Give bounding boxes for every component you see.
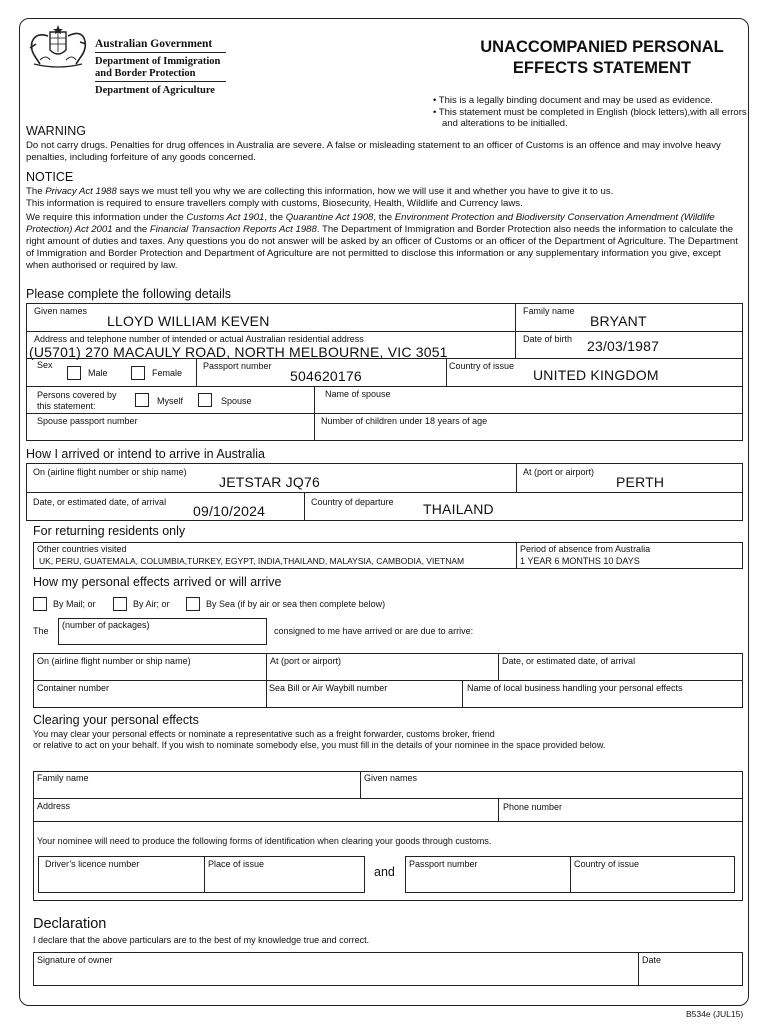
notice-paragraph-2: This information is required to ensure travellers comply with customs, Biosecurity, Health, Wildlife and Currency laws.	[26, 198, 523, 209]
arrival-port-field[interactable]: At (port or airport) PERTH	[516, 463, 743, 493]
instruction-item: • This statement must be completed in English (block letters),with all errors and alterations to be initialled.	[433, 106, 747, 129]
address-value: (U5701) 270 MACAULY ROAD, NORTH MELBOURNE, VIC 3051	[29, 344, 448, 360]
departure-country-value: THAILAND	[423, 501, 494, 517]
family-name-value: BRYANT	[590, 313, 647, 329]
absence-period-field[interactable]: Period of absence from Australia 1 YEAR 6 MONTHS 10 DAYS	[516, 542, 743, 569]
nominee-given-names-field[interactable]: Given names	[360, 771, 743, 799]
instruction-item: • This is a legally binding document and may be used as evidence.	[433, 95, 713, 106]
coat-of-arms-icon	[26, 24, 90, 70]
myself-checkbox[interactable]	[135, 393, 149, 407]
spouse-name-field[interactable]: Name of spouse	[314, 386, 743, 414]
form-title: UNACCOMPANIED PERSONAL EFFECTS STATEMENT	[480, 38, 724, 77]
sex-field: Sex Male Female	[26, 358, 197, 387]
by-mail-checkbox[interactable]	[33, 597, 47, 611]
nominee-passport-field[interactable]: Passport number	[405, 856, 571, 893]
arrival-heading: How I arrived or intend to arrive in Australia	[26, 447, 265, 461]
and-label: and	[374, 865, 395, 879]
declaration-heading: Declaration	[33, 916, 107, 932]
notice-paragraph-3: We require this information under the Customs Act 1901, the Quarantine Act 1908, the Environment Protection and Biodiversity Conservation Amendment (Wildlife Protection) Act 2001 and the Financial Transaction Reports Act 1988. The Department of Immigration and Border Protection also needs the information to calculate the right amount of duties and taxes. Any questions you do not answer will be asked by an officer of Customs or an officer of the Department of Agriculture. The Department of Immigration and Border Protection and Department of Agriculture are not permitted to disclose this information or any supplementary information you give, except when authorised or required by law.	[26, 212, 738, 271]
dept-agriculture-label: Department of Agriculture	[95, 85, 215, 96]
warning-heading: WARNING	[26, 124, 86, 138]
arrival-date-value: 09/10/2024	[193, 503, 266, 519]
effects-heading: How my personal effects arrived or will arrive	[33, 575, 282, 589]
spouse-checkbox[interactable]	[198, 393, 212, 407]
by-air-checkbox[interactable]	[113, 597, 127, 611]
effects-port-field[interactable]: At (port or airport)	[266, 653, 499, 681]
arrival-flight-value: JETSTAR JQ76	[219, 474, 320, 490]
dept-immigration-label: Department of Immigration and Border Protection	[95, 56, 221, 79]
nominee-phone-field[interactable]: Phone number	[498, 798, 743, 822]
waybill-number-field[interactable]: Sea Bill or Air Waybill number	[266, 680, 463, 708]
header-rule	[95, 52, 226, 53]
nominee-family-name-field[interactable]: Family name	[33, 771, 361, 799]
notice-heading: NOTICE	[26, 170, 74, 184]
signature-field[interactable]: Signature of owner	[33, 952, 639, 986]
address-field[interactable]: Address and telephone number of intended or actual Australian residential address (U5701) 270 MACAULY ROAD, NORTH MELBOURNE, VIC 3051	[26, 331, 516, 359]
persons-covered-field: Persons covered by this statement: Myself Spouse	[26, 386, 315, 414]
local-business-field[interactable]: Name of local business handling your personal effects	[462, 680, 743, 708]
departure-country-field[interactable]: Country of departure THAILAND	[304, 492, 743, 521]
clearing-text: or relative to act on your behalf. If you wish to nominate somebody else, you must fill in the details of your nominee in the space provided below.	[33, 740, 606, 750]
returning-heading: For returning residents only	[33, 524, 186, 538]
by-sea-checkbox[interactable]	[186, 597, 200, 611]
passport-field[interactable]: Passport number 504620176	[196, 358, 447, 387]
dob-value: 23/03/1987	[587, 338, 660, 354]
children-count-field[interactable]: Number of children under 18 years of age	[314, 413, 743, 441]
passport-value: 504620176	[290, 368, 362, 384]
form-code: B534e (JUL15)	[686, 1009, 744, 1019]
arrival-port-value: PERTH	[616, 474, 665, 490]
clearing-heading: Clearing your personal effects	[33, 713, 199, 727]
given-names-field[interactable]: Given names LLOYD WILLIAM KEVEN	[26, 303, 516, 332]
family-name-field[interactable]: Family name BRYANT	[515, 303, 743, 332]
arrival-flight-field[interactable]: On (airline flight number or ship name) JETSTAR JQ76	[26, 463, 517, 493]
header-rule	[95, 81, 226, 82]
licence-place-field[interactable]: Place of issue	[204, 856, 365, 893]
nominee-id-text: Your nominee will need to produce the following forms of identification when clearing your goods through customs.	[37, 836, 492, 846]
licence-number-field[interactable]: Driver’s licence number	[38, 856, 205, 893]
warning-text: Do not carry drugs. Penalties for drug offences in Australia are severe. A false or misleading statement to an officer of Customs is an offence and may involve heavy penalties, including forfeiture of any goods concerned.	[26, 140, 721, 163]
dob-field[interactable]: Date of birth 23/03/1987	[515, 331, 743, 359]
notice-paragraph-1: The Privacy Act 1988 says we must tell you why we are collecting this information, how we will use it and whether you have to give it to us.	[26, 186, 614, 197]
nominee-country-field[interactable]: Country of issue	[570, 856, 735, 893]
instructions-list	[433, 95, 753, 130]
female-checkbox[interactable]	[131, 366, 145, 380]
declaration-date-field[interactable]: Date	[638, 952, 743, 986]
male-checkbox[interactable]	[67, 366, 81, 380]
container-number-field[interactable]: Container number	[33, 680, 267, 708]
effects-flight-field[interactable]: On (airline flight number or ship name)	[33, 653, 267, 681]
declaration-text: I declare that the above particulars are to the best of my knowledge true and correct.	[33, 935, 370, 945]
spouse-passport-field[interactable]: Spouse passport number	[26, 413, 315, 441]
arrival-date-field[interactable]: Date, or estimated date, of arrival 09/10/2024	[26, 492, 305, 521]
packages-count-field[interactable]: (number of packages)	[58, 618, 267, 645]
nominee-address-field[interactable]: Address	[33, 798, 499, 822]
details-heading: Please complete the following details	[26, 287, 231, 301]
clearing-text: You may clear your personal effects or nominate a representative such as a freight forwarder, customs broker, friend	[33, 729, 495, 739]
countries-visited-field[interactable]: Other countries visited UK, PERU, GUATEMALA, COLUMBIA,TURKEY, EGYPT, INDIA,THAILAND, MALAYSIA, CAMBODIA, VIETNAM	[33, 542, 517, 569]
given-names-value: LLOYD WILLIAM KEVEN	[107, 313, 270, 329]
absence-period-value: 1 YEAR 6 MONTHS 10 DAYS	[520, 556, 640, 566]
govt-label: Australian Government	[95, 38, 213, 50]
countries-visited-value: UK, PERU, GUATEMALA, COLUMBIA,TURKEY, EGYPT, INDIA,THAILAND, MALAYSIA, CAMBODIA, VIETNAM	[39, 556, 465, 566]
effects-date-field[interactable]: Date, or estimated date, of arrival	[498, 653, 743, 681]
country-of-issue-field[interactable]: Country of issue UNITED KINGDOM	[446, 358, 743, 387]
country-of-issue-value: UNITED KINGDOM	[533, 367, 659, 383]
